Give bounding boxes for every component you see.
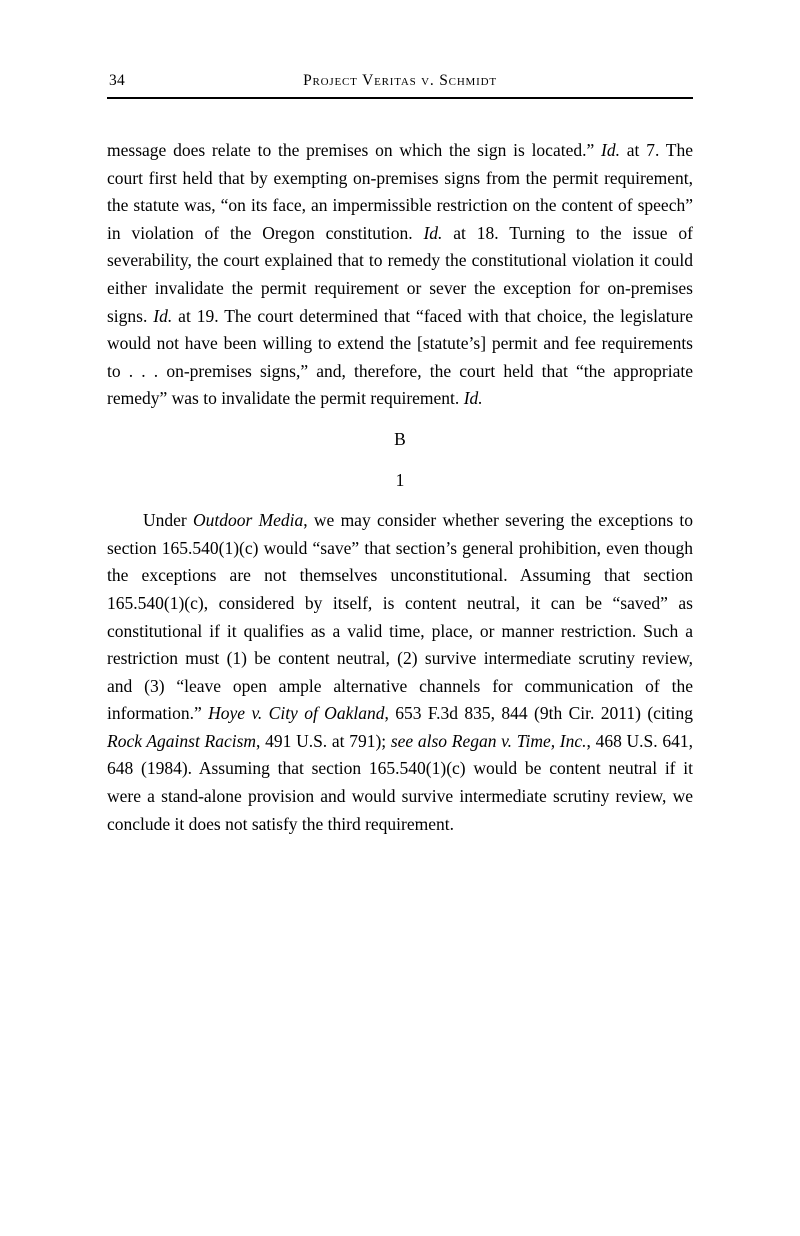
italic-text-run: Outdoor Media	[193, 510, 304, 531]
italic-text-run: see also Regan v. Time, Inc.	[390, 730, 587, 751]
section-heading: 1	[395, 469, 405, 490]
page-body	[107, 137, 693, 838]
text-run: message does relate to the premises on which the sign is located.”	[107, 140, 602, 160]
text-run: , we may consider whether severing the exceptions to section 165.540(1)(c) would “save” that section’s general prohibition, even though the exceptions are not themselves unconstitutional. Assuming that section 165.540(1)(c), considered by itself, is content neutral, it can be “saved” as constitutional if it qualifies as a valid time, place, or manner restriction. Such a restriction must (1) be content neutral, (2) survive intermediate scrutiny review, and (3) “leave open ample alternative channels for communication of the information.”	[107, 510, 694, 724]
body-paragraph	[107, 137, 693, 413]
section-heading: B	[394, 428, 406, 449]
italic-text-run: Id.	[153, 305, 173, 326]
text-run: at 19. The court determined that “faced with that choice, the legislature would not have been willing to extend the [statute’s] permit and fee requirements to . . . on-premises signs,” and, therefore, the court held that “the appropriate remedy” was to invalidate the permit requirement.	[107, 305, 694, 409]
text-run: at 7. The court first held that by exempting on-premises signs from the permit requirement, the statute was, “on its face, an impermissible restriction on the content of speech” in violation of the Oregon constitution.	[107, 140, 693, 243]
text-run: , 491 U.S. at 791);	[256, 730, 391, 751]
body-paragraph	[107, 507, 693, 838]
italic-text-run: Rock Against Racism	[107, 730, 257, 751]
italic-text-run: Id.	[423, 222, 443, 243]
case-title: Project Veritas v. Schmidt	[303, 72, 497, 89]
text-run: , 653 F.3d 835, 844 (9th Cir. 2011) (citing	[384, 703, 694, 724]
header-rule	[107, 97, 693, 99]
page-header	[107, 72, 693, 94]
text-run: , 468 U.S. 641, 648 (1984). Assuming that section 165.540(1)(c) would be content neutral if it were a stand-alone provision and would survive intermediate scrutiny review, we conclude it does not satisfy the third requirement.	[107, 730, 693, 834]
italic-text-run: Id.	[601, 140, 620, 160]
text-run: at 18. Turning to the issue of severability, the court explained that to remedy the constitutional violation it could either invalidate the permit requirement or sever the exception for on-premises signs.	[107, 222, 693, 326]
page-number: 34	[109, 72, 126, 89]
italic-text-run: Hoye v. City of Oakland	[208, 703, 385, 724]
italic-text-run: Id.	[463, 388, 483, 409]
text-run: Under	[143, 510, 193, 531]
